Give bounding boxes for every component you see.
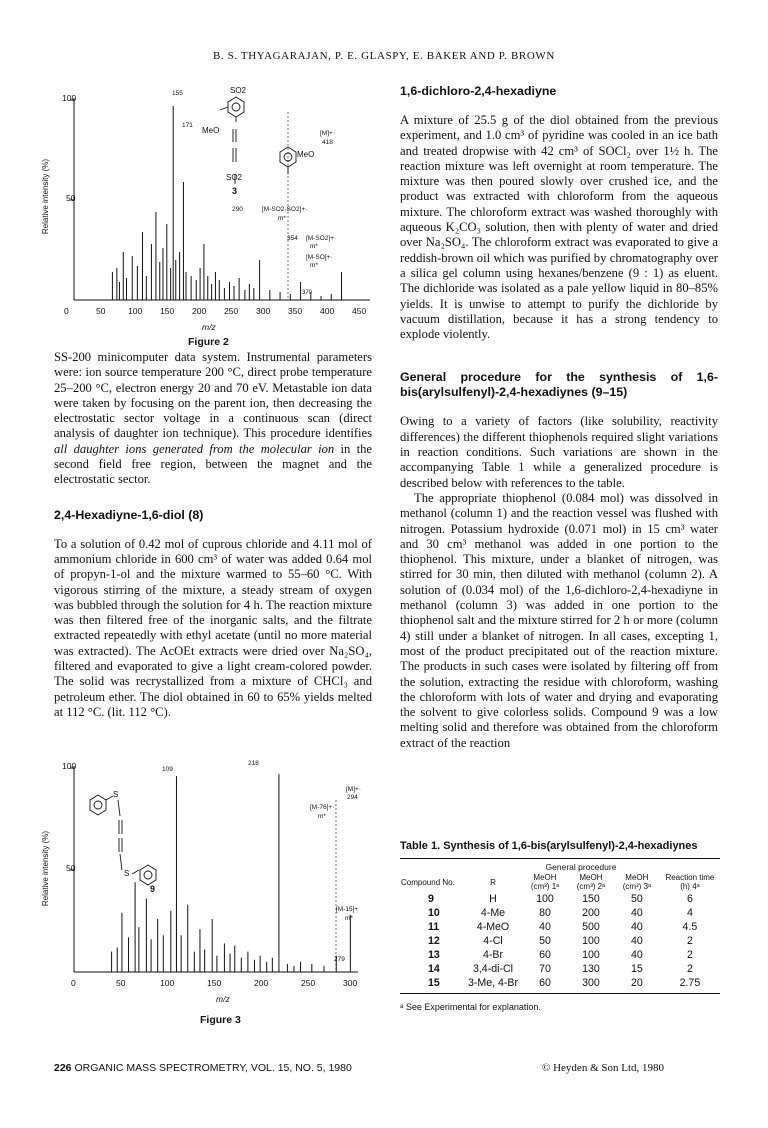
table-cell: 50 xyxy=(539,935,551,947)
dichloro-heading: 1,6-dichloro-2,4-hexadiyne xyxy=(400,84,557,98)
table-row xyxy=(400,934,720,948)
table-row xyxy=(400,920,720,934)
fig3-annot: 109 xyxy=(162,766,173,773)
fig3-annot: 218 xyxy=(248,760,259,767)
fig3-annot: [M]+· xyxy=(346,786,361,793)
table-row xyxy=(400,948,720,962)
fig2-x-tick: 400 xyxy=(320,306,335,316)
fig2-annot: 290 xyxy=(232,206,243,213)
table-header: Reaction time (h) 4ᵃ xyxy=(665,873,715,891)
table-cell: 15 xyxy=(630,963,643,975)
fig3-x-tick: 300 xyxy=(343,978,358,988)
fig2-annot: m* xyxy=(278,215,286,222)
table-header-row xyxy=(400,872,720,892)
figure-3 xyxy=(40,760,370,1040)
running-header: B. S. THYAGARAJAN, P. E. GLASPY, E. BAKER AND P. BROWN xyxy=(213,50,555,62)
figure-3-svg xyxy=(40,760,370,1040)
table-cell: 4-Cl xyxy=(483,935,503,947)
table-cell: 4-Br xyxy=(482,949,503,961)
fig2-annot: 171 xyxy=(182,122,193,129)
fig2-annot: 354 xyxy=(287,235,298,242)
table-cell: 100 xyxy=(582,935,600,947)
diol-paragraph: To a solution of 0.42 mol of cuprous chloride and 4.11 mol of ammonium chloride in 600 cm³ of water was added 0.64 mol of propyn-1-ol and the mixture warmed to 55–60 °C. With vigorous stirring of the mixture, a steady stream of oxygen was bubbled through the solution for 4 h. The reaction mixture was then filtered free of the inorganic salts, and the filtrate extracted repeatedly with ethyl acetate (until no more material was extracted). The AcOEt extracts were dried over Na₂SO₄, filtered and evaporated to give a light cream-colored powder. The solid was recrystallized from a mixture of CHCl₃ and petroleum ether. The diol obtained in 60 to 65% yields melted at 112 °C. (lit. 112 °C). xyxy=(54,536,372,719)
table-cell: 60 xyxy=(539,977,551,989)
fig2-meo-left: MeO xyxy=(202,126,220,135)
fig3-s-bottom: S xyxy=(124,869,130,878)
fig3-x-tick: 100 xyxy=(160,978,175,988)
instrument-text-emphasis: all daughter ions generated from the molecular ion xyxy=(54,441,335,456)
table-row xyxy=(400,892,720,906)
table-row xyxy=(400,976,720,990)
table-1-group-header: General procedure xyxy=(545,862,617,872)
table-cell: 3,4-di-Cl xyxy=(472,963,514,975)
table-1-title: Table 1. Synthesis of 1,6-bis(arylsulfenyl)-2,4-hexadiynes xyxy=(400,840,698,852)
table-cell: 150 xyxy=(582,893,600,905)
footer-page-number: 226 xyxy=(54,1062,72,1074)
fig3-annot: [M-76]+· xyxy=(310,804,335,811)
table-1-grid xyxy=(400,872,720,990)
table-1 xyxy=(400,840,720,1012)
fig2-y-axis-label: Relative intensity (%) xyxy=(41,158,51,235)
instrument-text: SS-200 minicomputer data system. Instrumental parameters were: ion source temperature 200 °C, direct probe temperature 25–200 °C, electron energy 20 and 70 eV. Metastable ion data were taken by focusing on the parent ion, then decreasing the electrostatic sector voltage in a continuous scan (direct analysis of daughter ion technique). This procedure identifies xyxy=(54,350,372,441)
instrument-paragraph xyxy=(54,350,372,488)
fig3-annot: m* xyxy=(318,813,326,820)
fig3-annot: m* xyxy=(345,915,353,922)
table-cell: 130 xyxy=(582,963,600,975)
table-cell: 2.75 xyxy=(679,977,701,989)
fig2-y-tick-label-100: 100 xyxy=(62,93,77,103)
fig2-x-tick: 100 xyxy=(128,306,143,316)
table-cell: 200 xyxy=(582,907,600,919)
table-header: Compound No. xyxy=(401,877,455,887)
left-column xyxy=(54,350,372,720)
table-cell: 40 xyxy=(630,921,643,933)
table-cell: 60 xyxy=(539,949,551,961)
footer-journal xyxy=(54,1062,352,1074)
footer-copyright: © Heyden & Son Ltd, 1980 xyxy=(542,1062,665,1074)
general-paragraph-1: Owing to a variety of factors (like solubility, reactivity differences) the different thiophenols required slight variations in reaction conditions. Such variations are shown in the accompanying Table 1 while a generalized procedure is described below with references to the table. xyxy=(400,414,718,490)
fig2-annot: 370 xyxy=(302,290,313,296)
fig2-annot: 418 xyxy=(322,139,333,146)
fig2-compound-number: 3 xyxy=(232,186,238,196)
fig3-s-top: S xyxy=(113,790,119,799)
fig2-x-tick: 150 xyxy=(160,306,175,316)
table-row xyxy=(400,906,720,920)
table-header: MeOH (cm³) 2ᵃ xyxy=(576,873,606,891)
compound-9-structure xyxy=(90,795,156,885)
table-cell: 2 xyxy=(686,949,693,961)
fig3-x-tick: 150 xyxy=(207,978,222,988)
right-column xyxy=(400,84,718,751)
table-cell: 14 xyxy=(428,963,440,975)
table-body xyxy=(400,892,720,990)
fig2-y-tick-label-50: 50 xyxy=(66,193,76,203)
fig2-annot: 155 xyxy=(172,90,183,97)
fig3-compound-number: 9 xyxy=(150,884,156,894)
instrument-text-end: in the second field free region, between the magnet and the electrostatic sector. xyxy=(54,441,372,487)
general-heading: General procedure for the synthesis of 1,6-bis(arylsulfenyl)-2,4-hexadiynes (9–15) xyxy=(400,370,718,400)
table-row xyxy=(400,962,720,976)
table-cell: 4-MeO xyxy=(476,921,510,933)
table-cell: 4-Me xyxy=(480,907,506,919)
table-cell: 9 xyxy=(428,893,434,905)
table-header: R xyxy=(490,877,496,887)
table-cell: 40 xyxy=(539,921,551,933)
fig3-y-axis-label: Relative intensity (%) xyxy=(41,830,51,907)
fig2-x-tick: 0 xyxy=(64,306,69,316)
fig2-annot: [M-SO2]+· xyxy=(306,235,337,242)
footer-journal-name: ORGANIC MASS SPECTROMETRY, VOL. 15, NO. 5, 1980 xyxy=(74,1062,352,1074)
table-cell: 4 xyxy=(686,907,693,919)
fig2-x-tick: 450 xyxy=(352,306,367,316)
table-cell: 4.5 xyxy=(682,921,698,933)
fig3-y-tick-label-100: 100 xyxy=(62,761,77,771)
table-cell: 13 xyxy=(428,949,440,961)
table-cell: 3-Me, 4-Br xyxy=(467,977,519,989)
table-cell: 15 xyxy=(428,977,440,989)
fig3-x-tick: 50 xyxy=(116,978,126,988)
fig2-annot: m* xyxy=(310,262,318,269)
table-cell: 80 xyxy=(539,907,551,919)
table-cell: 40 xyxy=(630,935,643,947)
table-cell: 11 xyxy=(428,921,440,933)
fig3-x-tick: 200 xyxy=(254,978,269,988)
fig2-so2-top: SO2 xyxy=(230,86,247,95)
fig2-peaks xyxy=(112,106,341,300)
fig3-x-axis-label: m/z xyxy=(216,994,230,1004)
fig2-x-axis-label: m/z xyxy=(202,322,216,332)
fig2-x-tick: 350 xyxy=(288,306,303,316)
table-cell: 2 xyxy=(686,963,693,975)
table-1-footnote: ᵃ See Experimental for explanation. xyxy=(400,1002,541,1012)
table-cell: 40 xyxy=(630,949,643,961)
fig3-annot: 279 xyxy=(334,956,345,963)
fig3-x-tick: 0 xyxy=(71,978,76,988)
table-header: MeOH (cm³) 1ᵃ xyxy=(530,873,560,891)
figure-2 xyxy=(40,84,380,354)
table-cell: 12 xyxy=(428,935,440,947)
table-cell: 40 xyxy=(630,907,643,919)
table-cell: 6 xyxy=(686,893,693,905)
table-cell: 50 xyxy=(630,893,643,905)
table-cell: 300 xyxy=(582,977,600,989)
table-cell: H xyxy=(489,893,497,905)
fig2-annot: [M-SO]+· xyxy=(306,254,333,261)
fig2-annot: m* xyxy=(310,243,318,250)
dichloro-paragraph: A mixture of 25.5 g of the diol obtained from the previous experiment, and 1.0 cm³ of pyridine was cooled in an ice bath and treated dropwise with 42 cm³ of SOCl₂ over 1½ h. The reaction mixture was left overnight at room temperature. The mixture was then poured slowly over crushed ice, and the product was extracted with chloroform from the aqueous mixture. The chloroform extract was washed thoroughly with aqueous K₂CO₃ solution, then with plenty of water and dried over Na₂SO₄. The chloroform extract was evaporated to give a reddish-brown oil which was purified by chromatography over a silica gel column using hexanes/benzene (9 : 1) as eluent. The dichloride was isolated as a pale yellow liquid in 80–85% yields. It is unwise to attempt to purify the dichloride by vacuum distillation, because it has a strong tendency to explode violently. xyxy=(400,113,718,342)
fig2-meo-right: MeO xyxy=(297,150,315,159)
fig3-annot: [M-15]+ xyxy=(336,906,359,913)
fig3-annot: 294 xyxy=(347,794,358,801)
fig2-x-tick: 50 xyxy=(96,306,106,316)
fig2-annot: [M]+· xyxy=(320,130,335,137)
fig2-so2-bottom: SO2 xyxy=(226,173,243,182)
table-cell: 500 xyxy=(582,921,600,933)
fig3-x-tick: 250 xyxy=(301,978,316,988)
fig3-caption: Figure 3 xyxy=(200,1014,241,1026)
table-cell: 20 xyxy=(630,977,643,989)
general-paragraph-2: The appropriate thiophenol (0.084 mol) was dissolved in methanol (column 1) and the reaction vessel was flushed with nitrogen. Potassium hydroxide (0.071 mol) in 15 cm³ water and 30 cm³ methanol was added in one portion to the thiophenol. This mixture, under a blanket of nitrogen, was stirred for 30 min, then diluted with methanol (column 2). A solution of (0.034 mol) of the 1,6-dichloro-2,4-hexadiyne in methanol (column 3) was added in one portion to the thiophenol salt and the mixture stirred for 2 h or more (column 4) still under a blanket of nitrogen. In all cases, excepting 1, most of the product precipitated out of the reaction mixture. The products in such cases were isolated by filtering off from the solution, extracting the residue with chloroform, washing the chloroform with lots of water and drying and evaporating the solvent to give colorless solids. Compound 9 was a low melting solid and therefore was obtained from the chloroform extract of the reaction xyxy=(400,490,718,750)
fig2-x-tick: 300 xyxy=(256,306,271,316)
table-cell: 10 xyxy=(428,907,440,919)
compound-3-structure xyxy=(220,97,296,184)
diol-heading: 2,4-Hexadiyne-1,6-diol (8) xyxy=(54,507,204,522)
fig2-x-tick: 250 xyxy=(224,306,239,316)
fig2-caption: Figure 2 xyxy=(188,336,229,348)
fig2-x-tick: 200 xyxy=(192,306,207,316)
table-header: MeOH (cm³) 3ᵃ xyxy=(622,873,651,891)
fig3-y-tick-label-50: 50 xyxy=(66,863,76,873)
table-cell: 2 xyxy=(686,935,693,947)
table-cell: 100 xyxy=(536,893,554,905)
fig2-annot: [M-SO2-SO2]+· xyxy=(262,206,308,213)
table-cell: 100 xyxy=(582,949,600,961)
table-cell: 70 xyxy=(539,963,551,975)
